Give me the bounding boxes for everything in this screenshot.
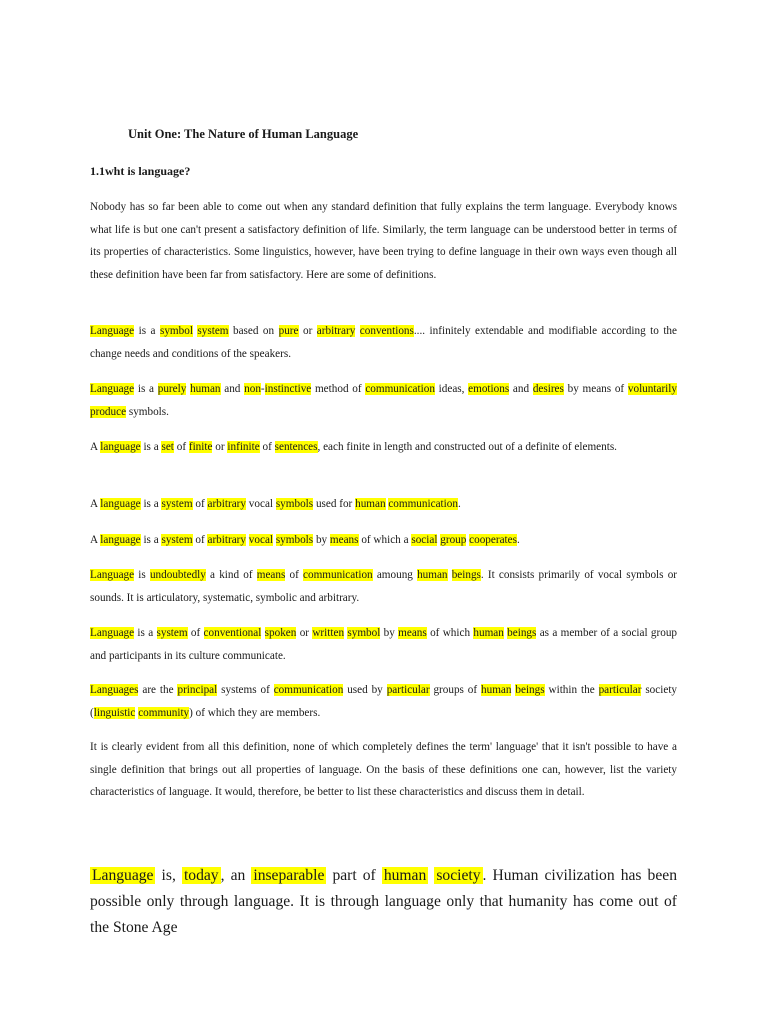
text-run: of [192,498,208,510]
highlighted-term: communication [273,684,344,696]
intro-paragraph: Nobody has so far been able to come out when any standard definition that fully explains the term language. Everybody knows what life is but one can't present a satisfactory definition of life. Similarly, the term language can be understood better in terms of its properties of characteristics. Some linguistics, however, have been trying to define language in their own ways even though all these definition have been far from satisfactory. Here are some of definitions. [90,201,677,281]
text-run: of [173,441,189,453]
highlighted-term: principal [177,684,218,696]
large-body-paragraph [90,863,677,941]
text-run: and [509,383,533,395]
text-run: of which a [358,534,412,546]
text-run: ) of which they are members. [189,706,321,719]
text-run: is, [155,867,182,884]
text-run: part of [326,867,382,884]
highlighted-term: non [244,383,261,395]
definition-paragraph [90,622,677,667]
text-run: within the [544,684,599,696]
text-run: by [313,534,330,546]
highlighted-term: human [417,569,448,581]
text-run: systems of [217,684,274,696]
text-run: - [260,383,265,395]
highlighted-term: human [383,867,427,884]
text-run: of which [426,627,474,639]
text-run: based on [228,325,279,337]
text-run: groups of [429,684,482,696]
highlighted-term: Language [90,569,135,581]
highlighted-term: symbol [159,325,193,337]
definition-paragraph [90,320,677,365]
text-run: amoung [372,569,418,581]
text-run: of [285,569,304,581]
text-run: used for [313,498,356,510]
highlighted-term: arbitrary [207,498,246,510]
text-run: A [90,441,101,453]
text-run: by [380,627,399,639]
text-run: or [212,441,228,453]
highlighted-term: human [355,498,386,510]
text-run: is a [140,441,162,453]
highlighted-term: cooperates [469,534,517,546]
section-heading: 1.1wht is language? [90,164,191,178]
text-run: is [134,569,150,581]
text-run: A [90,534,101,546]
highlighted-term: sentences [274,441,318,453]
highlighted-term: language [100,498,141,510]
text-run: . It consists primarily of vocal symbols or sounds. It is articulatory, systematic, symbolic and arbitrary. [90,569,678,604]
definition-paragraph [90,436,677,459]
text-run: . Human civilization has been possible only through language. It is through language only that humanity has come out of the Stone Age [90,867,677,936]
highlighted-term: emotions [468,383,510,395]
highlighted-term: symbol [347,627,381,639]
text-run: society ( [90,684,678,719]
conclusion-paragraph: It is clearly evident from all this definition, none of which completely defines the term' language' that it isn't possible to have a single definition that brings out all properties of language. On the basis of these definitions one can, however, list the variety characteristics of language. It would, therefore, be better to list these characteristics and discuss them in detail. [90,741,677,798]
highlighted-term: system [197,325,229,337]
text-run: , an [220,867,252,884]
highlighted-term: written [312,627,345,639]
highlighted-term: beings [507,627,537,639]
highlighted-term: group [440,534,467,546]
highlighted-term: desires [532,383,564,395]
text-run: symbols. [126,405,169,418]
highlighted-term: arbitrary [316,325,356,337]
text-run: used by [343,684,387,696]
highlighted-term: communication [388,498,458,510]
text-run: vocal [246,498,276,510]
text-run: of [259,441,275,453]
highlighted-term: society [436,867,481,884]
highlighted-term: beings [515,684,545,696]
text-run: by means of [563,383,628,395]
highlighted-term: human [190,383,221,395]
highlighted-term: instinctive [264,383,312,395]
highlighted-term: today [183,867,219,884]
highlighted-term: particular [598,684,642,696]
highlighted-term: voluntarily [627,383,677,395]
highlighted-term: produce [90,405,127,418]
definition-paragraph [90,493,677,516]
text-run: is a [134,627,157,639]
highlighted-term: Language [90,627,135,639]
text-run: . [517,534,520,546]
highlighted-term: vocal [248,534,274,546]
highlighted-term: social [411,534,438,546]
highlighted-term: Language [90,383,135,395]
highlighted-term: means [329,534,359,546]
highlighted-term: means [398,627,427,639]
highlighted-term: set [161,441,174,453]
highlighted-term: particular [386,684,430,696]
highlighted-term: symbols [275,534,314,546]
text-run: ideas, [434,383,469,395]
highlighted-term: conventional [203,627,262,639]
highlighted-term: linguistic [93,706,136,719]
text-run: as a member of a social group and participants in its culture communicate. [90,627,678,662]
highlighted-term: undoubtedly [149,569,206,581]
text-run: or [298,325,317,337]
highlighted-term: infinite [227,441,260,453]
highlighted-term: beings [451,569,481,581]
definition-paragraph [90,679,677,724]
highlighted-term: system [156,627,188,639]
highlighted-term: language [100,534,141,546]
highlighted-term: language [100,441,141,453]
text-run: .... infinitely extendable and modifiable according to the change needs and conditions of the speakers. [90,325,677,360]
text-run: is a [134,325,160,337]
text-run: of [187,627,204,639]
text-run: , each finite in length and constructed out of a definite of elements. [317,441,617,453]
text-run: and [220,383,245,395]
text-run: is a [134,383,158,395]
highlighted-term: system [161,498,193,510]
text-run: A [90,498,101,510]
text-run: . [457,498,461,510]
definition-paragraph [90,529,677,552]
definition-paragraph [90,564,677,609]
highlighted-term: arbitrary [207,534,246,546]
highlighted-term: Language [90,325,135,337]
text-run: are the [138,684,178,696]
text-run: is a [140,534,162,546]
text-run: or [296,627,313,639]
highlighted-term: system [161,534,193,546]
text-run: is a [140,498,162,510]
highlighted-term: human [473,627,504,639]
highlighted-term: Language [92,867,154,884]
highlighted-term: conventions [359,325,414,337]
highlighted-term: Languages [90,684,139,696]
document-title: Unit One: The Nature of Human Language [128,127,359,141]
highlighted-term: finite [188,441,213,453]
highlighted-term: community [138,706,190,719]
highlighted-term: purely [157,383,187,395]
highlighted-term: symbols [275,498,314,510]
text-run: a kind of [205,569,257,581]
highlighted-term: communication [365,383,435,395]
highlighted-term: spoken [264,627,297,639]
text-run: of [192,534,208,546]
definition-paragraph [90,378,677,423]
highlighted-term: pure [278,325,299,337]
highlighted-term: inseparable [253,867,325,884]
highlighted-term: means [256,569,286,581]
text-run: method of [311,383,366,395]
highlighted-term: communication [303,569,373,581]
highlighted-term: human [481,684,512,696]
